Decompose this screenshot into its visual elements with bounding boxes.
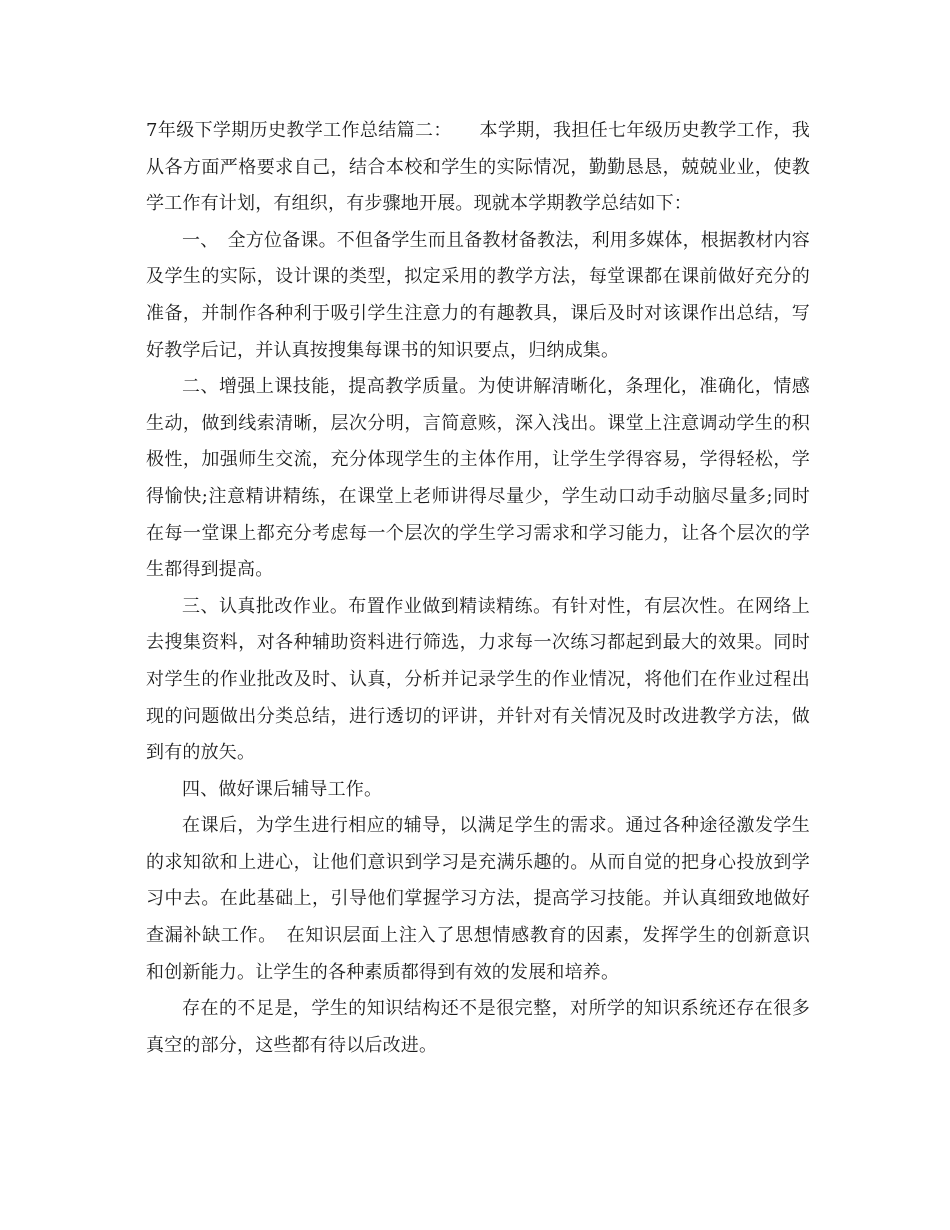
paragraph-shortcomings: 存在的不足是，学生的知识结构还不是很完整，对所学的知识系统还存在很多真空的部分，这些都有待以后改进。 (146, 998, 810, 1056)
paragraph-section-4-heading: 四、做好课后辅导工作。 (182, 778, 383, 800)
document-body (146, 113, 810, 1064)
paragraph-section-2: 二、增强上课技能，提高教学质量。为使讲解清晰化，条理化，准确化，情感生动，做到线索清晰，层次分明，言简意赅，深入浅出。课堂上注意调动学生的积极性，加强师生交流，充分体现学生的主体作用，让学生学得容易，学得轻松，学得愉快;注意精讲精练，在课堂上老师讲得尽量少，学生动口动手动脑尽量多;同时在每一堂课上都充分考虑每一个层次的学生学习需求和学习能力，让各个层次的学生都得到提高。 (146, 376, 810, 581)
paragraph-section-3: 三、认真批改作业。布置作业做到精读精练。有针对性，有层次性。在网络上去搜集资料，对各种辅助资料进行筛选，力求每一次练习都起到最大的效果。同时对学生的作业批改及时、认真，分析并记录学生的作业情况，将他们在作业过程出现的问题做出分类总结，进行透切的评讲，并针对有关情况及时改进教学方法，做到有的放矢。 (146, 595, 810, 764)
paragraph-section-4-body: 在课后，为学生进行相应的辅导，以满足学生的需求。通过各种途径激发学生的求知欲和上进心，让他们意识到学习是充满乐趣的。从而自觉的把身心投放到学习中去。在此基础上，引导他们掌握学习方法，提高学习技能。并认真细致地做好查漏补缺工作。 在知识层面上注入了思想情感教育的因素，发挥学生的创新意识和创新能力。让学生的各种素质都得到有效的发展和培养。 (146, 815, 810, 983)
paragraph-intro: 7年级下学期历史教学工作总结篇二： 本学期，我担任七年级历史教学工作，我从各方面严格要求自己，结合本校和学生的实际情况，勤勤恳恳，兢兢业业，使教学工作有计划，有组织，有步骤地开展。现就本学期教学总结如下： (146, 120, 810, 215)
paragraph-section-1: 一、 全方位备课。不但备学生而且备教材备教法，利用多媒体，根据教材内容及学生的实际，设计课的类型，拟定采用的教学方法，每堂课都在课前做好充分的准备，并制作各种利于吸引学生注意力的有趣教具，课后及时对该课作出总结，写好教学后记，并认真按搜集每课书的知识要点，归纳成集。 (146, 229, 810, 361)
